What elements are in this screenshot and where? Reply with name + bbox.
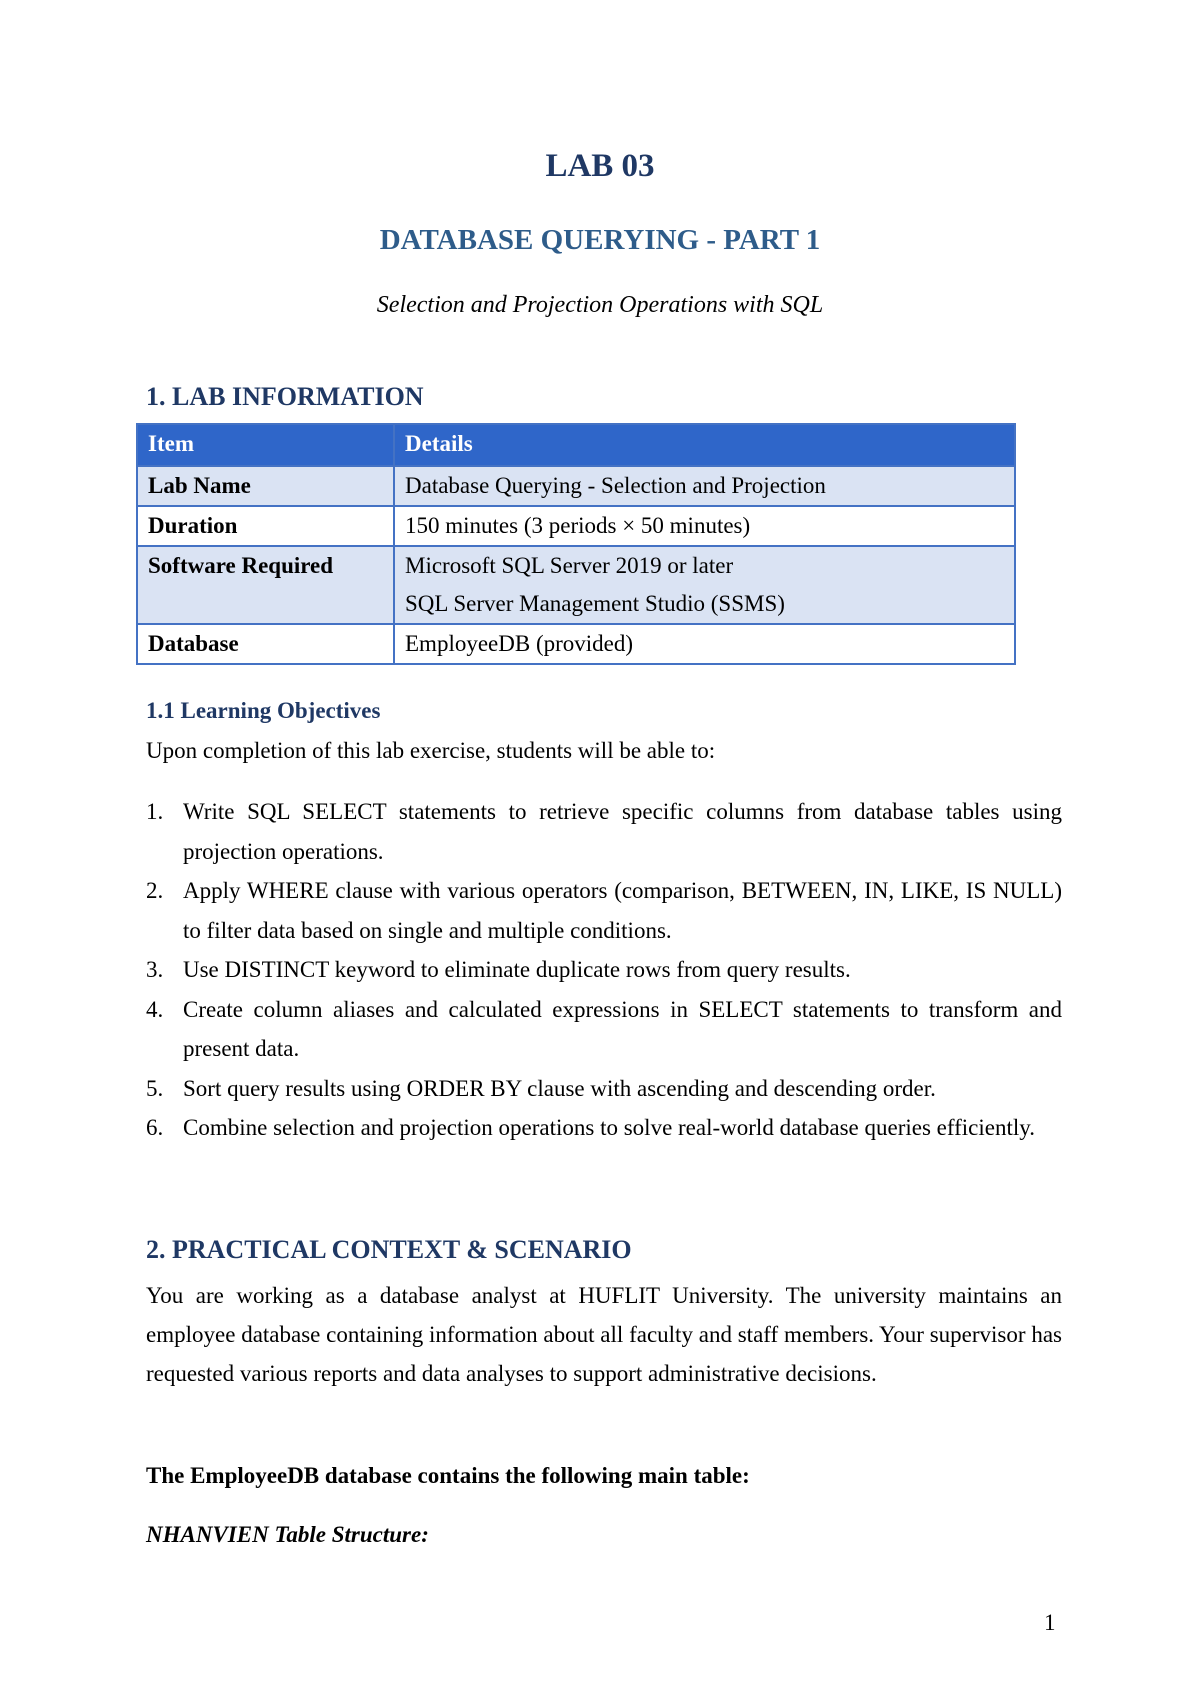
table-row <box>137 624 1015 664</box>
lab-tagline: Selection and Projection Operations with SQL <box>376 292 824 318</box>
table-structure-label: NHANVIEN Table Structure: <box>146 1522 429 1547</box>
list-item: 2. Apply WHERE clause with various operators (comparison, BETWEEN, IN, LIKE, IS NULL) to filter data based on single and multiple conditions. <box>146 878 1062 943</box>
table-cell-item: Duration <box>137 506 394 546</box>
objectives-intro: Upon completion of this lab exercise, students will be able to: <box>146 738 716 763</box>
list-item: 5. Sort query results using ORDER BY clause with ascending and descending order. <box>146 1075 936 1101</box>
section-1-heading: 1. LAB INFORMATION <box>146 382 424 411</box>
lab-information-table <box>136 423 1016 665</box>
list-item: 1. Write SQL SELECT statements to retrieve specific columns from database tables using projection operations. <box>146 799 1062 864</box>
table-header-details: Details <box>394 424 1015 466</box>
table-row <box>137 466 1015 506</box>
table-row <box>137 506 1015 546</box>
database-intro: The EmployeeDB database contains the following main table: <box>146 1463 750 1488</box>
table-cell-details: Database Querying - Selection and Projection <box>394 466 1015 506</box>
learning-objectives-heading: 1.1 Learning Objectives <box>146 698 381 723</box>
table-cell-item: Database <box>137 624 394 664</box>
objectives-list <box>146 792 1062 1148</box>
lab-title: LAB 03 <box>545 148 655 184</box>
page-number: 1 <box>1044 1610 1056 1635</box>
table-header-row <box>137 424 1015 466</box>
list-item: 3. Use DISTINCT keyword to eliminate duplicate rows from query results. <box>146 957 851 982</box>
section-2-heading: 2. PRACTICAL CONTEXT & SCENARIO <box>146 1235 632 1264</box>
scenario-paragraph: You are working as a database analyst at HUFLIT University. The university maintains an employee database containing information about all faculty and staff members. Your supervisor has requested various reports and data analyses to support administrative decisions. <box>146 1283 1062 1386</box>
table-header-item: Item <box>137 424 394 466</box>
table-cell-details: Microsoft SQL Server 2019 or later SQL Server Management Studio (SSMS) <box>394 546 1015 624</box>
list-item: 4. Create column aliases and calculated expressions in SELECT statements to transform and present data. <box>146 996 1062 1061</box>
table-cell-details: 150 minutes (3 periods × 50 minutes) <box>394 506 1015 546</box>
table-cell-item: Software Required <box>137 546 394 624</box>
lab-subtitle: DATABASE QUERYING - PART 1 <box>379 224 821 256</box>
table-cell-details: EmployeeDB (provided) <box>394 624 1015 664</box>
list-item: 6. Combine selection and projection operations to solve real-world database queries efficiently. <box>146 1115 1035 1140</box>
table-row <box>137 546 1015 624</box>
table-cell-item: Lab Name <box>137 466 394 506</box>
